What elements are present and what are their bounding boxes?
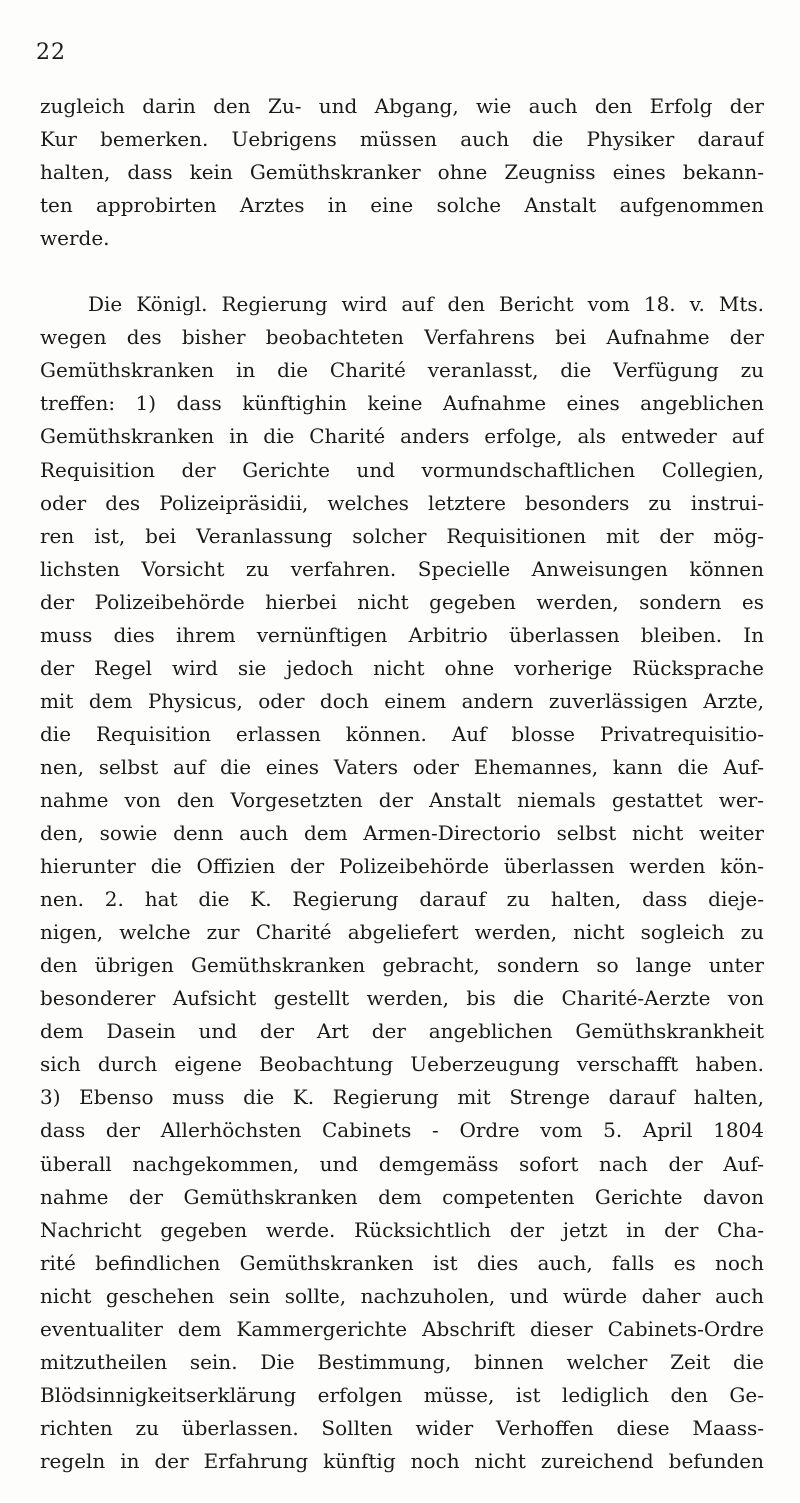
text-line: Die Königl. Regierung wird auf den Bericht vom 18. v. Mts. — [88, 292, 764, 317]
text-line: Nachricht gegeben werde. Rücksichtlich der jetzt in der Cha- — [40, 1217, 764, 1242]
text-line: richten zu überlassen. Sollten wider Verhoffen diese Maass- — [40, 1415, 764, 1440]
text-line: Blödsinnigkeitserklärung erfolgen müsse, ist lediglich den Ge- — [40, 1382, 764, 1407]
text-line: dass der Allerhöchsten Cabinets - Ordre vom 5. April 1804 — [40, 1118, 764, 1143]
text-line: wegen des bisher beobachteten Verfahrens bei Aufnahme der — [40, 325, 764, 350]
text-line: sich durch eigene Beobachtung Ueberzeugung verschafft haben. — [40, 1052, 764, 1077]
text-line: zugleich darin den Zu- und Abgang, wie auch den Erfolg der — [40, 94, 764, 118]
text-line: den, sowie denn auch dem Armen-Directorio selbst nicht weiter — [40, 821, 764, 846]
text-line: den übrigen Gemüthskranken gebracht, sondern so lange unter — [40, 953, 764, 978]
text-line: Gemüthskranken in die Charité veranlasst, die Verfügung zu — [40, 358, 764, 383]
text-line: nigen, welche zur Charité abgeliefert werden, nicht sogleich zu — [40, 920, 764, 945]
text-line: regeln in der Erfahrung künftig noch nicht zureichend befunden — [40, 1448, 764, 1473]
text-line: eventualiter dem Kammergerichte Abschrift dieser Cabinets-Ordre — [40, 1316, 764, 1341]
text-line: Requisition der Gerichte und vormundschaftlichen Collegien, — [40, 457, 764, 482]
text-line: oder des Polizeipräsidii, welches letztere besonders zu instrui- — [40, 490, 764, 515]
text-line: rité befindlichen Gemüthskranken ist dies auch, falls es noch — [40, 1250, 764, 1275]
text-line: werde. — [40, 226, 110, 251]
page-number: 22 — [36, 40, 66, 65]
text-line: überall nachgekommen, und demgemäss sofort nach der Auf- — [40, 1151, 764, 1176]
text-line: hierunter die Offizien der Polizeibehörde überlassen werden kön- — [40, 854, 764, 879]
text-line: nahme der Gemüthskranken dem competenten Gerichte davon — [40, 1184, 764, 1209]
text-line: der Polizeibehörde hierbei nicht gegeben werden, sondern es — [40, 589, 764, 614]
text-line: besonderer Aufsicht gestellt werden, bis die Charité-Aerzte von — [40, 986, 764, 1011]
text-line: nen. 2. hat die K. Regierung darauf zu halten, dass dieje- — [40, 887, 764, 912]
text-line: nen, selbst auf die eines Vaters oder Ehemannes, kann die Auf- — [40, 754, 764, 779]
text-line: die Requisition erlassen können. Auf blosse Privatrequisitio- — [40, 721, 764, 746]
text-line: mitzutheilen sein. Die Bestimmung, binnen welcher Zeit die — [40, 1349, 764, 1374]
text-line: treffen: 1) dass künftighin keine Aufnahme eines angeblichen — [40, 391, 764, 416]
text-line: Gemüthskranken in die Charité anders erfolge, als entweder auf — [40, 424, 764, 449]
text-line: ten approbirten Arztes in eine solche Anstalt aufgenommen — [40, 193, 764, 218]
text-line: Kur bemerken. Uebrigens müssen auch die Physiker darauf — [40, 127, 764, 152]
text-line: lichsten Vorsicht zu verfahren. Specielle Anweisungen können — [40, 556, 764, 581]
text-line: der Regel wird sie jedoch nicht ohne vorherige Rücksprache — [40, 655, 764, 680]
text-line: dem Dasein und der Art der angeblichen Gemüthskrankheit — [40, 1019, 764, 1044]
text-line: ren ist, bei Veranlassung solcher Requisitionen mit der mög- — [40, 523, 764, 548]
text-line: nicht geschehen sein sollte, nachzuholen, und würde daher auch — [40, 1283, 764, 1308]
paragraph-gap — [40, 255, 764, 288]
text-line: nahme von den Vorgesetzten der Anstalt niemals gestattet wer- — [40, 787, 764, 812]
text-line: mit dem Physicus, oder doch einem andern zuverlässigen Arzte, — [40, 688, 764, 713]
page-body — [40, 90, 764, 1478]
text-line: halten, dass kein Gemüthskranker ohne Zeugniss eines bekann- — [40, 160, 764, 185]
text-line: 3) Ebenso muss die K. Regierung mit Strenge darauf halten, — [40, 1085, 764, 1110]
text-line: muss dies ihrem vernünftigen Arbitrio überlassen bleiben. In — [40, 622, 764, 647]
